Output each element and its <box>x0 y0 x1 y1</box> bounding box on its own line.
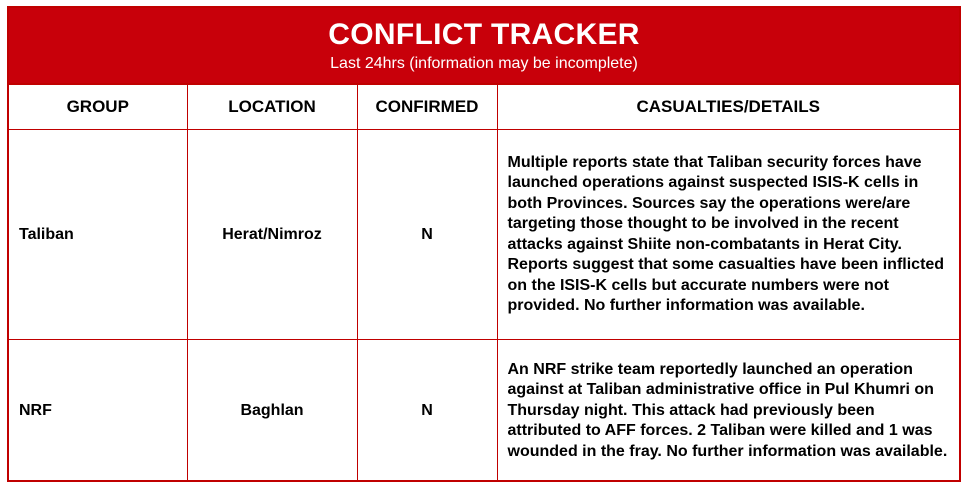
location-cell: Baghlan <box>187 340 357 483</box>
column-header-details: CASUALTIES/DETAILS <box>497 85 959 130</box>
conflict-table <box>9 85 959 482</box>
header-row <box>9 85 959 130</box>
page-title: CONFLICT TRACKER <box>328 18 640 51</box>
page-subtitle: Last 24hrs (information may be incomplete) <box>330 55 638 72</box>
header-banner <box>9 8 959 85</box>
group-cell: NRF <box>9 340 187 483</box>
group-cell: Taliban <box>9 130 187 340</box>
column-header-group: GROUP <box>9 85 187 130</box>
location-cell: Herat/Nimroz <box>187 130 357 340</box>
conflict-tracker <box>7 6 961 482</box>
details-cell: Multiple reports state that Taliban security forces have launched operations against suspected ISIS-K cells in both Provinces. Sources say the operations were/are targeting those thought to be involved in the recent attacks against Shiite non-combatants in Herat City. Reports suggest that some casualties have been inflicted on the ISIS-K cells but accurate numbers were not provided. No further information was available. <box>497 130 959 340</box>
confirmed-cell: N <box>357 130 497 340</box>
column-header-confirmed: CONFIRMED <box>357 85 497 130</box>
table-row <box>9 130 959 340</box>
confirmed-cell: N <box>357 340 497 483</box>
details-cell: An NRF strike team reportedly launched an operation against at Taliban administrative office in Pul Khumri on Thursday night. This attack had previously been attributed to AFF forces. 2 Taliban were killed and 1 was wounded in the fray. No further information was available. <box>497 340 959 483</box>
table-row <box>9 340 959 483</box>
column-header-location: LOCATION <box>187 85 357 130</box>
